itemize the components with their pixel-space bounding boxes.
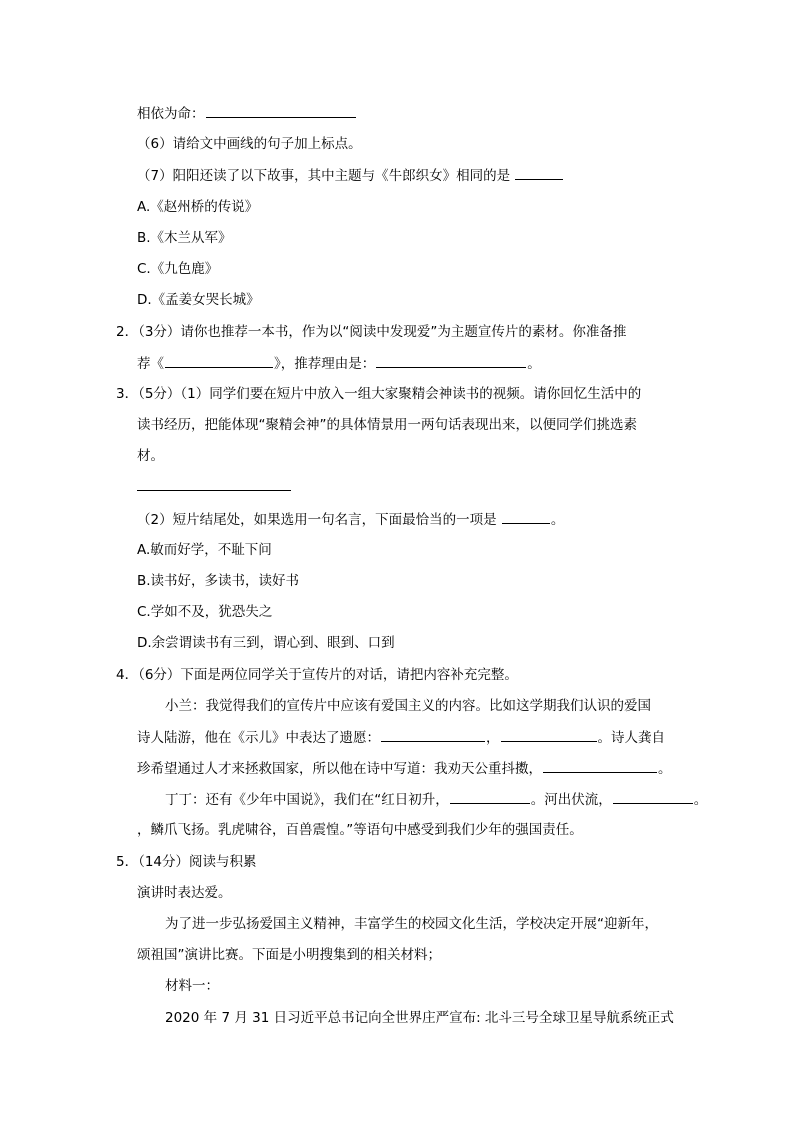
option-c: C.学如不及，犹恐失之	[137, 604, 273, 620]
answer-blank[interactable]	[613, 789, 693, 804]
option-d: D.余尝谓读书有三到，谓心到、眼到、口到	[137, 635, 395, 651]
option-b: B.《木兰从军》	[137, 230, 232, 246]
paragraph-line: 为了进一步弘扬爱国主义精神，丰富学生的校园文化生活，学校决定开展“迎新年，	[165, 916, 658, 932]
question-2-line-2	[137, 353, 541, 374]
question-3-line-1	[116, 384, 641, 404]
question-5-text: （14分）阅读与积累	[138, 854, 257, 870]
text: 。	[658, 761, 672, 777]
question-number: 3．	[116, 386, 139, 402]
question-7	[137, 165, 564, 186]
dialogue-xiaolan: 小兰：我觉得我们的宣传片中应该有爱国主义的内容。比如这学期我们认识的爱国	[165, 698, 651, 714]
text: 。诗人龚自	[597, 730, 665, 746]
dialogue-dingding	[165, 789, 707, 810]
option-d: D.《孟姜女哭长城》	[137, 292, 260, 308]
question-7-text: （7）阳阳还读了以下故事，其中主题与《牛郎织女》相同的是	[137, 168, 511, 184]
paragraph-line: 2020 年 7 月 31 日习近平总书记向全世界庄严宣布: 北斗三号全球卫星导航系统正式	[165, 1010, 674, 1026]
question-3-2	[137, 509, 564, 530]
material-label: 材料一：	[165, 978, 219, 994]
answer-blank[interactable]	[206, 103, 356, 118]
book-title-blank[interactable]	[165, 353, 273, 368]
paragraph-line: 颂祖国”演讲比赛。下面是小明搜集到的相关材料；	[137, 947, 441, 963]
prompt-text: 相依为命：	[137, 106, 205, 122]
answer-rule[interactable]	[137, 490, 291, 491]
question-5-line-1	[116, 852, 257, 872]
text: 。河出伏流，	[530, 792, 612, 808]
answer-blank[interactable]	[502, 509, 550, 524]
text: 荐《	[137, 356, 164, 372]
option-a: A.敏而好学，不耻下问	[137, 542, 272, 558]
question-4-text: （6分）下面是两位同学关于宣传片的对话，请把内容补充完整。	[138, 667, 518, 683]
question-number: 4．	[116, 667, 139, 683]
answer-blank[interactable]	[501, 727, 597, 742]
answer-line-xiangyiweiming	[137, 103, 357, 124]
text: 。	[693, 792, 708, 808]
question-3-line-2: 读书经历，把能体现“聚精会神”的具体情景用一两句话表现出来，以便同学们挑选素	[137, 417, 637, 433]
option-a: A.《赵州桥的传说》	[137, 199, 259, 215]
text: 诗人陆游，他在《示儿》中表达了遗愿：	[137, 730, 380, 746]
answer-blank[interactable]	[515, 165, 563, 180]
question-4-line-1	[116, 665, 518, 685]
option-b: B.读书好，多读书，读好书	[137, 573, 300, 589]
text: 。	[527, 356, 541, 372]
question-3-text: （5分）（1）同学们要在短片中放入一组大家聚精会神读书的视频。请你回忆生活中的	[138, 386, 642, 402]
dialogue-line	[137, 758, 672, 779]
text: 珍希望通过人才来拯救国家，所以他在诗中写道：我劝天公重抖擞，	[137, 761, 542, 777]
question-2-line-1	[116, 322, 626, 342]
dialogue-line: ，鳞爪飞扬。乳虎啸谷，百兽震惶。”等语句中感受到我们少年的强国责任。	[137, 822, 583, 838]
reason-blank[interactable]	[376, 353, 526, 368]
section-title: 演讲时表达爱。	[137, 885, 232, 901]
answer-blank[interactable]	[543, 758, 657, 773]
answer-blank[interactable]	[381, 727, 485, 742]
text: ，	[486, 730, 500, 746]
text: 》，推荐理由是：	[274, 356, 376, 372]
text: 。	[550, 512, 565, 528]
dialogue-line	[137, 727, 665, 748]
question-number: 2．	[116, 324, 139, 340]
answer-blank[interactable]	[450, 789, 530, 804]
option-c: C.《九色鹿》	[137, 261, 219, 277]
question-text: （2）短片结尾处，如果选用一句名言，下面最恰当的一项是	[137, 512, 497, 528]
question-6: （6）请给文中画线的句子加上标点。	[137, 136, 362, 152]
question-2-text: （3分）请你也推荐一本书，作为以“阅读中发现爱”为主题宣传片的素材。你准备推	[138, 324, 627, 340]
question-number: 5．	[116, 854, 139, 870]
question-3-line-3: 材。	[137, 448, 164, 464]
text: 丁丁：还有《少年中国说》，我们在“红日初升，	[165, 792, 449, 808]
